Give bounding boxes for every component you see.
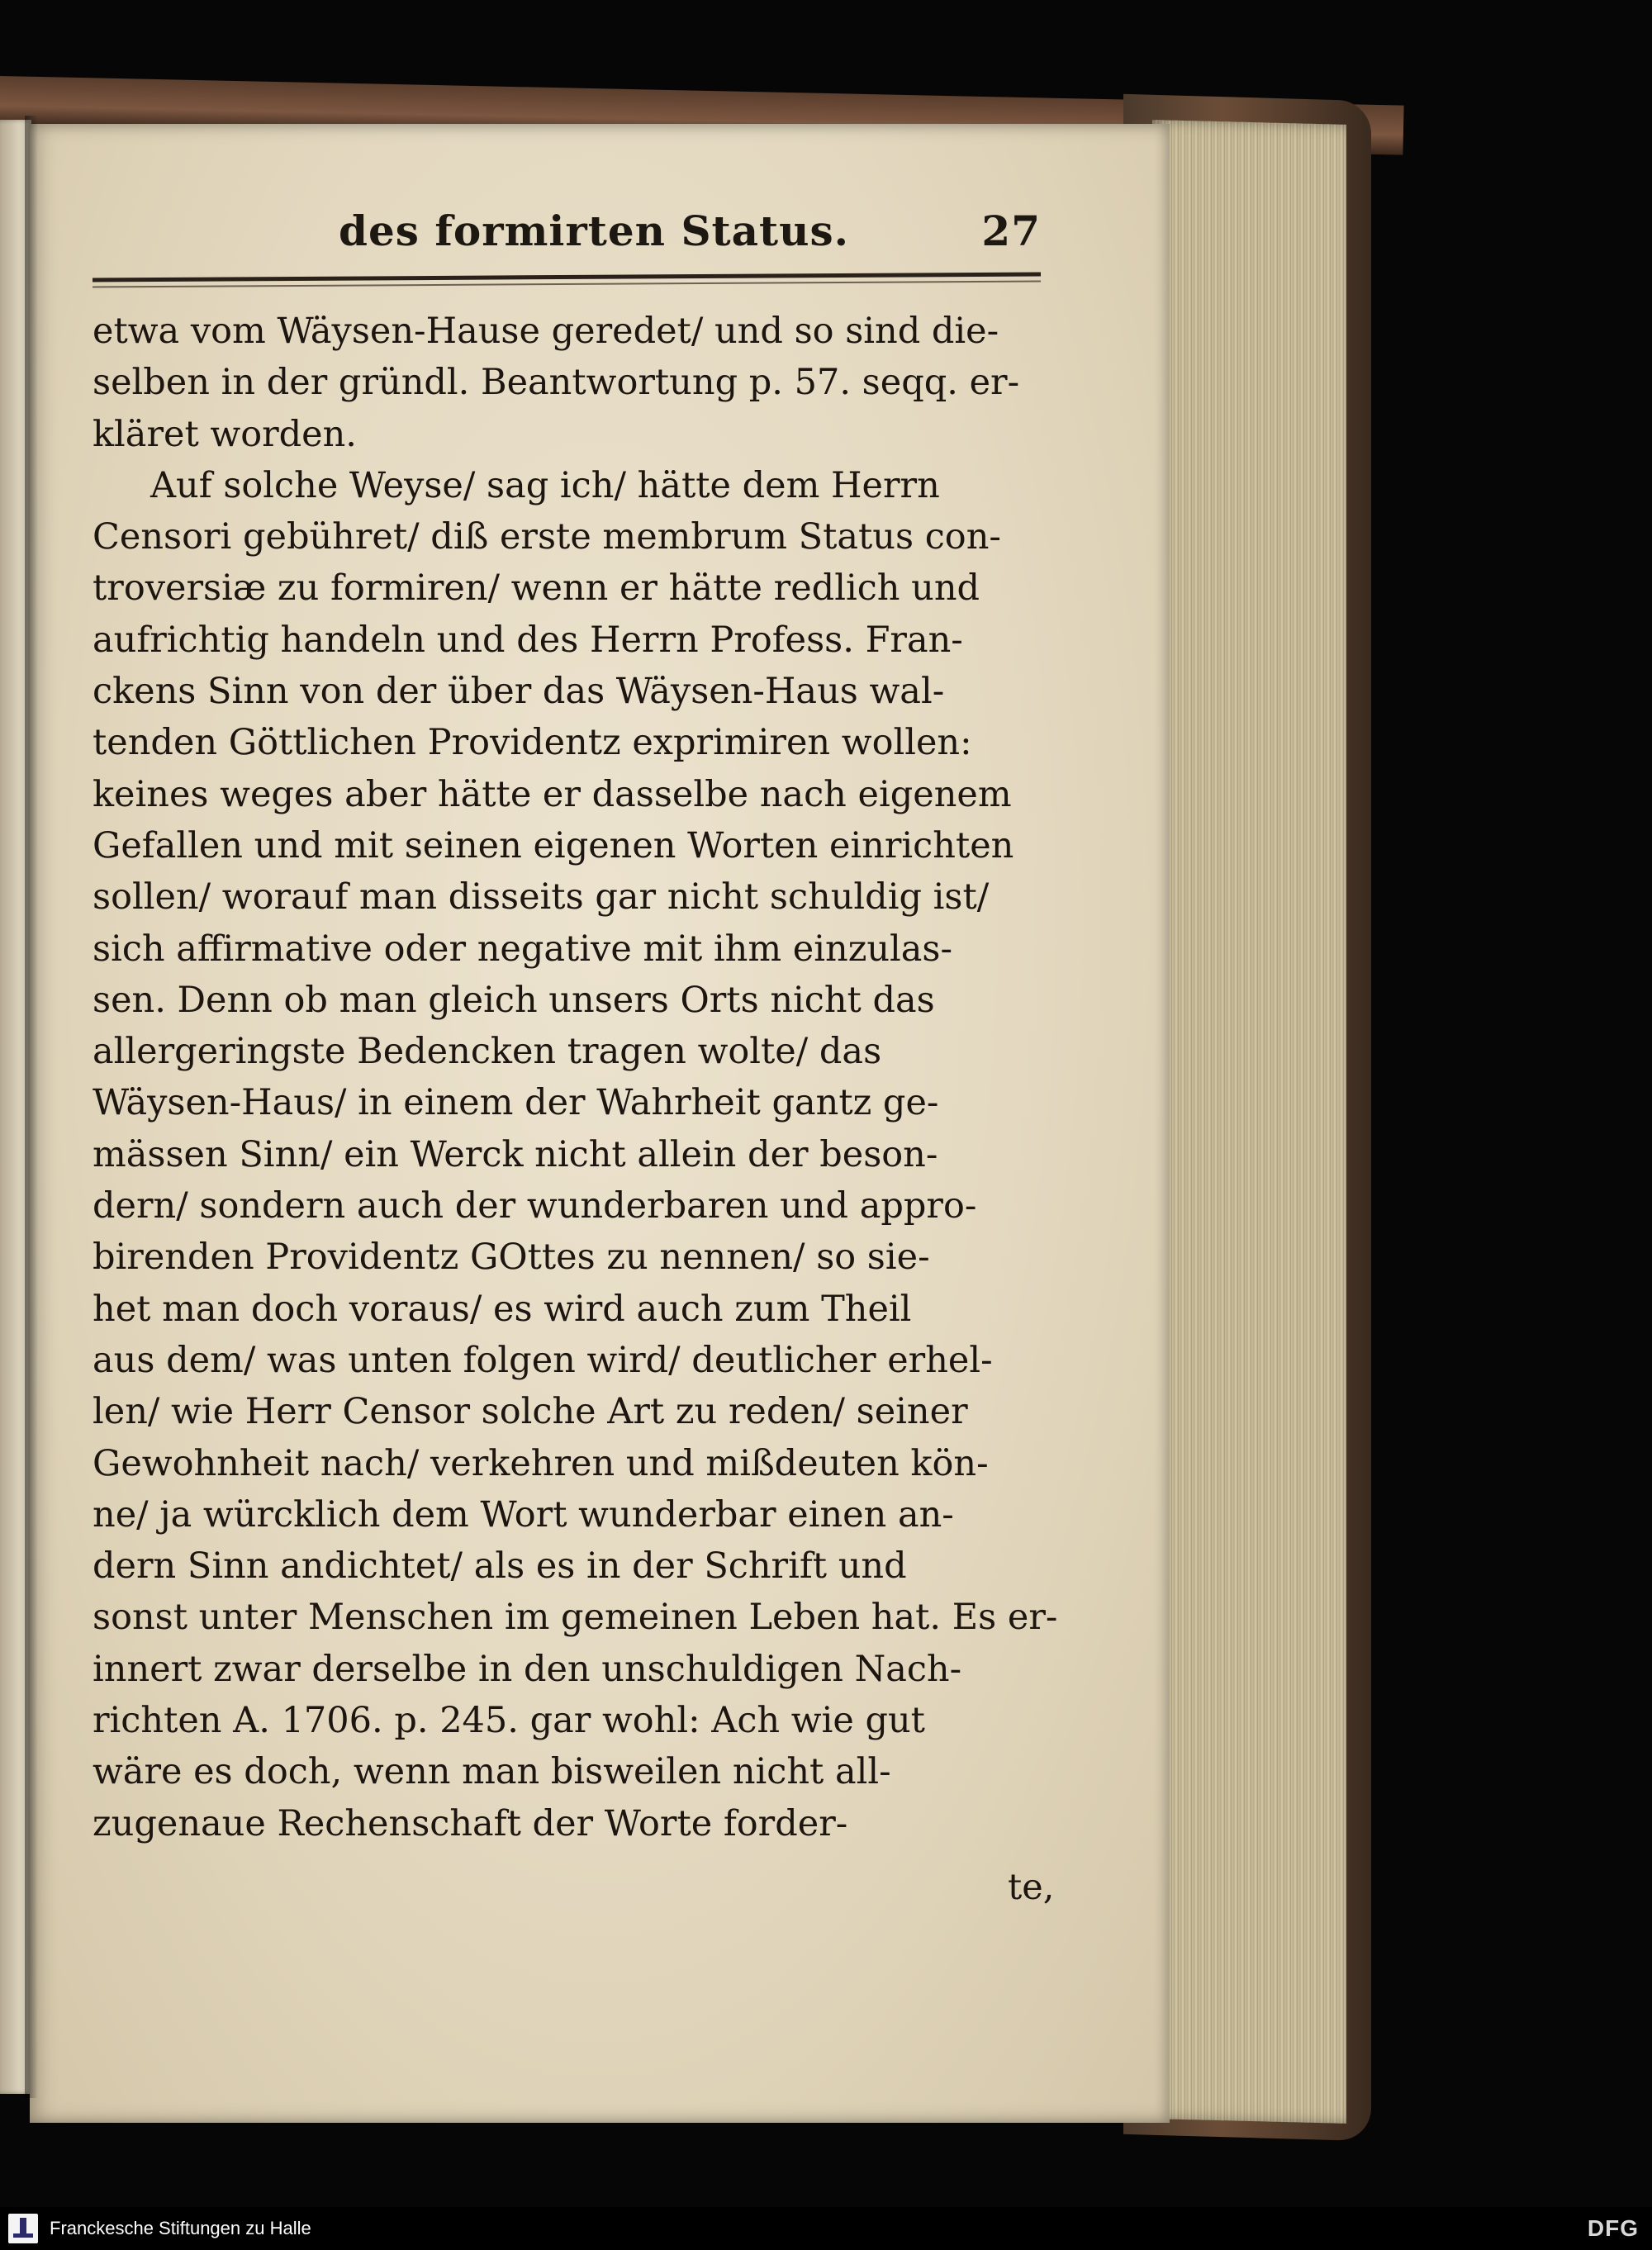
text-line: Gewohnheit nach/ verkehren und mißdeuten kön- — [93, 1442, 989, 1484]
body-text — [93, 306, 1084, 1849]
text-line: Censori gebühret/ diß erste membrum Status con- — [93, 516, 1001, 558]
text-line: mässen Sinn/ ein Werck nicht allein der beson- — [93, 1133, 938, 1175]
text-line: aus dem/ was unten folgen wird/ deutlicher erhel- — [93, 1339, 993, 1381]
text-line: aufrichtig handeln und des Herrn Profess. Fran- — [93, 619, 963, 661]
text-line: innert zwar derselbe in den unschuldigen Nach- — [93, 1648, 962, 1690]
text-line: sonst unter Menschen im gemeinen Leben hat. Es er- — [93, 1597, 1058, 1639]
text-line: dern/ sondern auch der wunderbaren und appro- — [93, 1185, 977, 1227]
page-number: 27 — [981, 206, 1041, 255]
text-line: zugenaue Rechenschaft der Worte forder- — [93, 1802, 848, 1844]
text-line: ckens Sinn von der über das Wäysen-Haus wal- — [93, 671, 945, 713]
text-line: dern Sinn andichtet/ als es in der Schrift und — [93, 1545, 907, 1588]
text-line: wäre es doch, wenn man bisweilen nicht all- — [93, 1751, 891, 1793]
spine-shadow — [25, 116, 38, 2098]
text-line: ne/ ja würcklich dem Wort wunderbar einen an- — [93, 1493, 954, 1536]
logo-figure — [20, 2218, 26, 2234]
text-line: selben in der gründl. Beantwortung p. 57. seqq. er- — [93, 362, 1020, 404]
running-head — [314, 206, 1041, 264]
text-line: tenden Göttlichen Providentz exprimiren wollen: — [93, 722, 972, 764]
text-line: sich affirmative oder negative mit ihm einzulas- — [93, 928, 953, 970]
page-block-edge — [1152, 120, 1346, 2124]
dfg-badge: DFG — [1587, 2215, 1639, 2241]
logo-base — [13, 2233, 33, 2238]
text-line: allergeringste Bedencken tragen wolte/ das — [93, 1031, 882, 1073]
institution-logo-icon — [8, 2214, 38, 2243]
text-line: Auf solche Weyse/ sag ich/ hätte dem Herrn — [150, 464, 940, 506]
text-line: birenden Providentz GOttes zu nennen/ so sie- — [93, 1237, 930, 1279]
text-line: richten A. 1706. p. 245. gar wohl: Ach wie gut — [93, 1700, 925, 1742]
running-title: des formirten Status. — [339, 206, 850, 255]
text-line: kläret worden. — [93, 413, 357, 455]
text-line: het man doch voraus/ es wird auch zum Theil — [93, 1288, 912, 1330]
text-line: troversiæ zu formiren/ wenn er hätte redlich und — [93, 567, 980, 610]
viewer-footer — [0, 2207, 1652, 2250]
text-line: keines weges aber hätte er dasselbe nach eigenem — [93, 773, 1012, 815]
text-line: len/ wie Herr Censor solche Art zu reden/ seiner — [93, 1391, 968, 1433]
text-line: etwa vom Wäysen-Hause geredet/ und so sind die- — [93, 311, 999, 352]
text-line: sen. Denn ob man gleich unsers Orts nicht das — [93, 979, 935, 1021]
text-line: Wäysen-Haus/ in einem der Wahrheit gantz ge- — [93, 1082, 939, 1124]
text-line: sollen/ worauf man disseits gar nicht schuldig ist/ — [93, 876, 990, 919]
institution-name: Franckesche Stiftungen zu Halle — [50, 2218, 311, 2238]
text-line: Gefallen und mit seinen eigenen Worten einrichten — [93, 824, 1014, 866]
catchword: te, — [1008, 1867, 1055, 1908]
